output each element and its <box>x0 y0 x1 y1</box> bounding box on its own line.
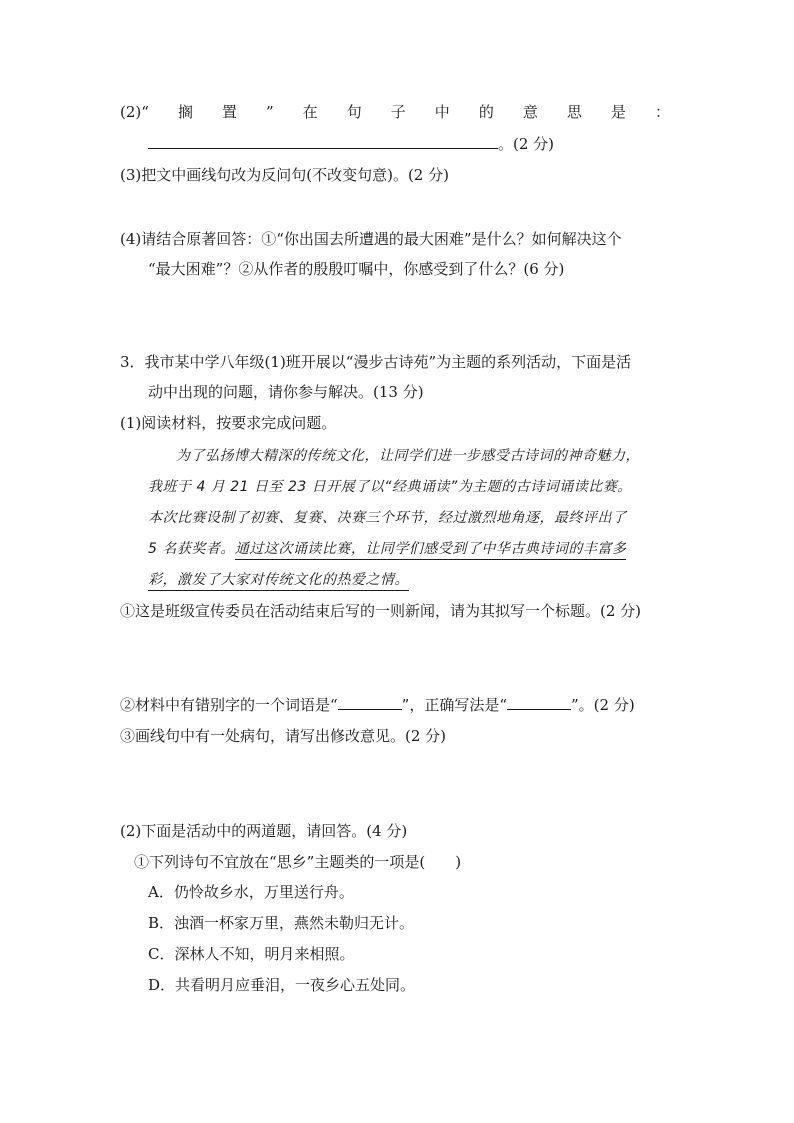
question-3-intro-line1: 3．我市某中学八年级(1)班开展以“漫步古诗苑”为主题的系列活动，下面是活 <box>120 353 632 371</box>
material-line3: 本次比赛设制了初赛、复赛、决赛三个环节，经过激烈地角逐，最终评出了 <box>148 510 627 526</box>
question-3-1-sub2 <box>120 694 635 716</box>
q2-2-char: 是 <box>610 103 626 121</box>
q2-2-char: 句 <box>346 103 362 121</box>
option-d[interactable]: D．共看明月应垂泪，一夜乡心五处同。 <box>148 976 416 994</box>
q2-2-char: 思 <box>566 103 582 121</box>
question-3-part2-title: (2)下面是活动中的两道题，请回答。(4 分) <box>120 822 408 840</box>
q2-2-char: 的 <box>478 103 494 121</box>
q2-2-char: ” <box>266 103 274 121</box>
answer-blank[interactable] <box>507 695 571 710</box>
material-line2: 我班于 4 月 21 日至 23 日开展了以“经典诵读”为主题的古诗词诵读比赛。 <box>148 479 632 495</box>
material-line4-plain: 5 名获奖者。 <box>148 541 235 557</box>
q2-2-char: 搁 <box>177 103 193 121</box>
question-2-4-line2: “最大困难”？②从作者的殷殷叮嘱中，你感受到了什么？(6 分) <box>148 260 565 278</box>
q2-2-char: 子 <box>390 103 406 121</box>
material-line1: 为了弘扬博大精深的传统文化，让同学们进一步感受古诗词的神奇魅力， <box>176 448 640 464</box>
option-b[interactable]: B．浊酒一杯家万里，燕然未勒归无计。 <box>148 914 415 932</box>
q2-2-char: (2)“ <box>120 103 149 121</box>
q2-2-char: 在 <box>302 103 318 121</box>
question-2-2-prompt <box>120 101 670 123</box>
question-2-4-line1: (4)请结合原著回答：①“你出国去所遭遇的最大困难”是什么？如何解决这个 <box>120 230 622 248</box>
underlined-sentence: 通过这次诵读比赛，让同学们感受到了中华古典诗词的丰富多 <box>235 541 627 560</box>
answer-blank[interactable] <box>148 134 498 149</box>
q2-2-char: ： <box>654 103 670 121</box>
sub2-text: ②材料中有错别字的一个词语是“ <box>120 696 338 714</box>
q2-2-char: 置 <box>221 103 237 121</box>
question-3-part1-title: (1)阅读材料，按要求完成问题。 <box>120 414 337 432</box>
question-2-3: (3)把文中画线句改为反问句(不改变句意)。(2 分) <box>120 166 449 184</box>
question-3-2-q1: ①下列诗句不宜放在“思乡”主题类的一项是( ) <box>134 853 462 871</box>
sub2-text: ”。(2 分) <box>571 696 635 714</box>
material-line5 <box>148 569 409 591</box>
question-3-1-sub1: ①这是班级宣传委员在活动结束后写的一则新闻，请为其拟写一个标题。(2 分) <box>120 602 642 620</box>
material-line4 <box>148 538 626 560</box>
sub2-text: ”，正确写法是“ <box>401 696 508 714</box>
option-a[interactable]: A．仍怜故乡水，万里送行舟。 <box>148 883 354 901</box>
option-c[interactable]: C．深林人不知，明月来相照。 <box>148 945 355 963</box>
q2-2-score: 。(2 分) <box>498 135 555 153</box>
q2-2-char: 中 <box>434 103 450 121</box>
underlined-sentence: 彩，激发了大家对传统文化的热爱之情。 <box>148 572 409 591</box>
q2-2-answer-line <box>148 133 554 155</box>
answer-blank[interactable] <box>338 695 402 710</box>
question-3-1-sub3: ③画线句中有一处病句，请写出修改意见。(2 分) <box>120 727 447 745</box>
question-3-intro-line2: 动中出现的问题，请你参与解决。(13 分) <box>148 383 424 401</box>
q2-2-char: 意 <box>522 103 538 121</box>
